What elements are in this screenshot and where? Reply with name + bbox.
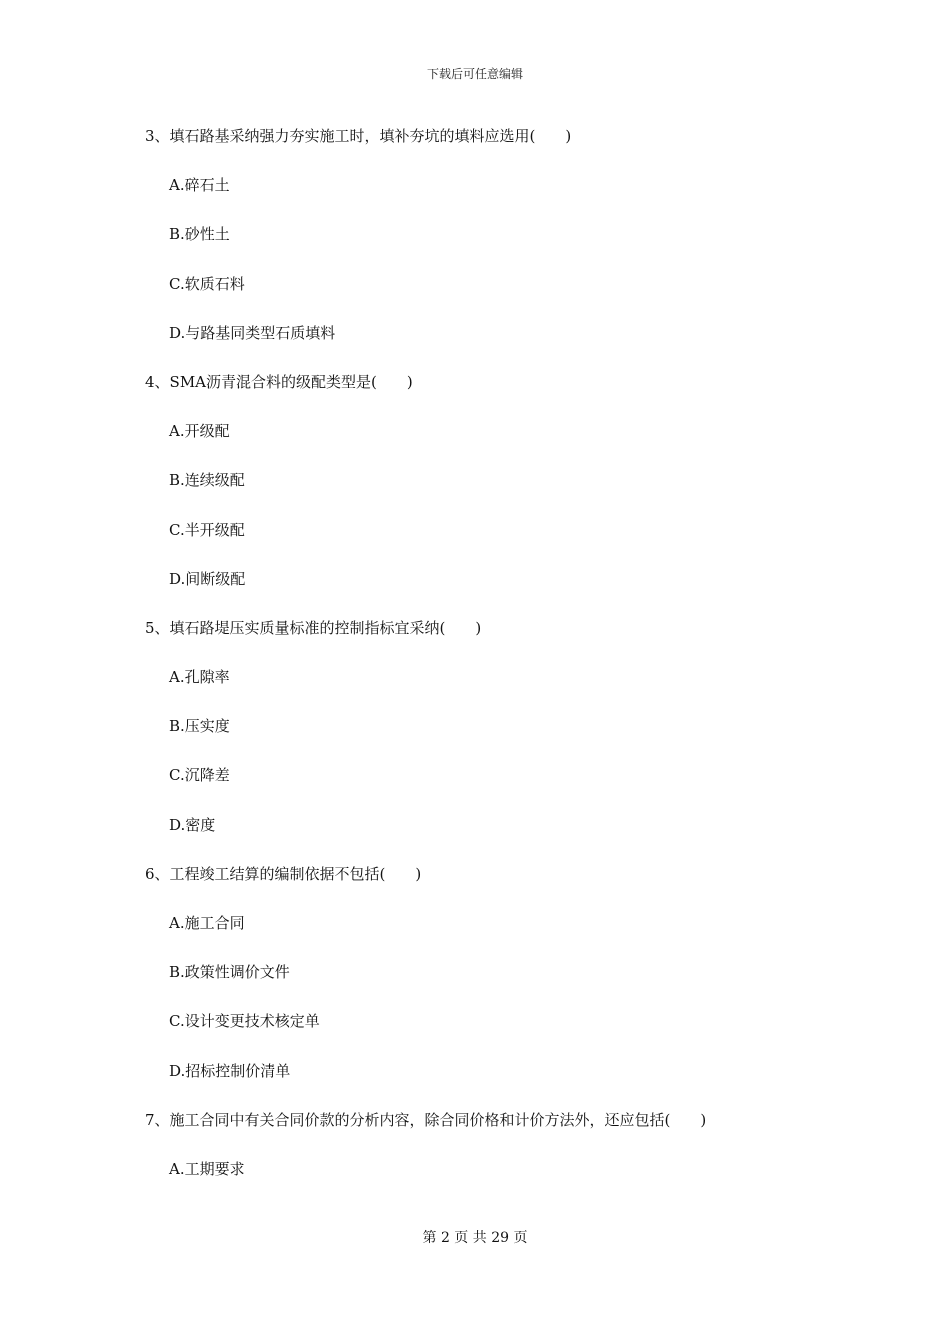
option-b: B.连续级配	[169, 471, 245, 490]
option-a: A.开级配	[169, 422, 230, 441]
option-a: A.碎石土	[169, 176, 230, 195]
question-stem: 6、工程竣工结算的编制依据不包括( )	[145, 864, 422, 883]
question-4	[145, 370, 845, 616]
page-footer: 第 2 页 共 29 页	[422, 1230, 528, 1246]
question-3	[145, 124, 845, 370]
question-list	[145, 124, 845, 1206]
option-c: C.设计变更技术核定单	[169, 1012, 320, 1031]
option-b: B.压实度	[169, 717, 230, 736]
question-6	[145, 862, 845, 1108]
question-5	[145, 616, 845, 862]
question-stem: 7、施工合同中有关合同价款的分析内容，除合同价格和计价方法外，还应包括( )	[145, 1110, 707, 1129]
option-c: C.半开级配	[169, 520, 245, 539]
option-d: D.密度	[169, 815, 216, 834]
option-a: A.孔隙率	[169, 668, 230, 687]
option-d: D.招标控制价清单	[169, 1061, 291, 1080]
option-a: A.施工合同	[169, 914, 245, 932]
question-7	[145, 1108, 845, 1206]
question-stem: 3、填石路基采纳强力夯实施工时，填补夯坑的填料应选用( )	[145, 127, 572, 145]
option-d: D.与路基同类型石质填料	[169, 323, 336, 342]
option-c: C.软质石料	[169, 274, 245, 293]
option-c: C.沉降差	[169, 766, 230, 785]
option-a: A.工期要求	[169, 1159, 245, 1178]
page-header: 下载后可任意编辑	[426, 67, 523, 81]
option-b: B.砂性土	[169, 225, 230, 244]
question-stem: 5、填石路堤压实质量标准的控制指标宜采纳( )	[145, 618, 482, 637]
question-stem: 4、SMA沥青混合料的级配类型是( )	[145, 372, 413, 391]
option-b: B.政策性调价文件	[169, 963, 290, 982]
option-d: D.间断级配	[169, 569, 246, 588]
